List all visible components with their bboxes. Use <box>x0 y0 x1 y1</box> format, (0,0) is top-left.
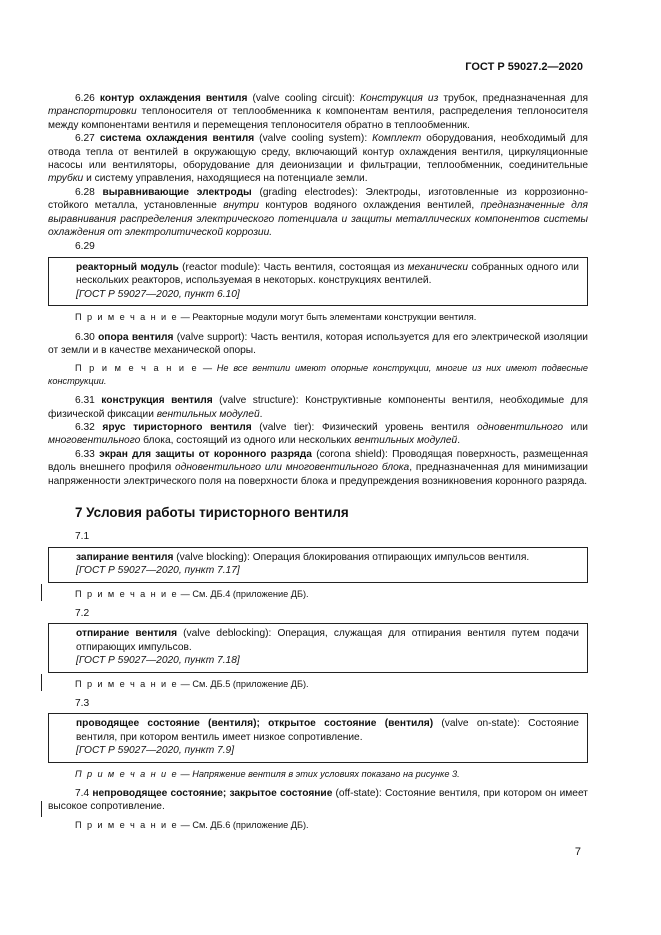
standard-header: ГОСТ Р 59027.2—2020 <box>465 61 583 73</box>
clause-number: 6.27 <box>75 133 95 145</box>
definition-text: Состояние вентиля, при котором вентиль имеет низкое сопротивление. <box>76 718 579 743</box>
source-reference: [ГОСТ Р 59027—2020, пункт 7.9] <box>76 745 235 757</box>
definition-text: Проводящая поверхность, размещенная вдоль внешнего профиля <box>48 448 588 474</box>
clause-7-4 <box>48 787 588 814</box>
note-text: — См. ДБ.6 (приложение ДБ). <box>178 819 309 830</box>
definition-text: или <box>570 421 588 433</box>
page-number: 7 <box>574 846 581 858</box>
change-bar <box>41 584 42 601</box>
term-english: (valve cooling circuit): <box>252 93 355 104</box>
clause-6-32 <box>48 421 588 448</box>
italic-text: предназначенные для выравнивания распределения электрического потенциала и защиты металлических компонентов системы охлаждения от электролитической коррозии. <box>48 200 588 239</box>
italic-text: одновентильного или многовентильного блока <box>175 462 410 474</box>
definition-text: . <box>457 435 461 447</box>
note-label: П р и м е ч а н и е <box>75 588 179 599</box>
clause-7-3 <box>76 717 579 744</box>
note-wrapper <box>48 678 588 690</box>
term: отпирание вентиля <box>76 628 178 640</box>
note-text: — См. ДБ.5 (приложение ДБ). <box>178 678 309 689</box>
term: реакторный модуль <box>76 261 179 273</box>
clause-number: 6.31 <box>75 395 95 407</box>
note <box>48 588 588 600</box>
note <box>48 311 588 323</box>
note-text: — Не все вентили имеют опорные конструкции, многие из них имеют подвесные конструкции. <box>48 363 588 386</box>
note <box>48 678 588 690</box>
italic-text: вентильных модулей <box>354 435 458 447</box>
change-bar <box>41 801 42 817</box>
definition-text: теплоносителя от теплообменника к компонентам вентиля, распределения теплоносителя между компонентами вентиля и перемещения теплоносителя обратно в теплообменник. <box>48 106 588 131</box>
term: контур охлаждения вентиля <box>99 93 248 104</box>
clause-7-1-number: 7.1 <box>75 531 90 543</box>
note-text: — Реакторные модули могут быть элементами конструкции вентиля. <box>178 312 477 323</box>
clause-7-2-number: 7.2 <box>75 608 90 619</box>
term-english: (corona shield): <box>316 448 388 460</box>
quoted-definition-box <box>48 257 588 306</box>
clause-6-29 <box>76 261 579 288</box>
term-english: (valve support): <box>176 331 248 343</box>
clause-number: 6.26 <box>75 93 95 104</box>
definition-text: , предназначенная для минимизации напряженности электрического поля на поверхности блока и предупреждения возникновения коронного разряда. <box>48 462 588 487</box>
quoted-definition-box <box>48 713 588 762</box>
clause-number: 6.28 <box>75 186 95 198</box>
clause-7-3-number: 7.3 <box>75 698 90 710</box>
term-english: (valve tier): <box>259 421 315 433</box>
term: непроводящее состояние; закрытое состояние <box>92 788 333 800</box>
clause-7-1 <box>76 551 579 564</box>
term: выравнивающие электроды <box>102 186 252 198</box>
quoted-definition-box <box>48 623 588 672</box>
definition-text: Операция, служащая для отпирания вентиля путем подачи отпирающих импульсов. <box>76 628 579 653</box>
page-content <box>48 92 588 838</box>
clause-7-4-wrapper <box>48 787 588 814</box>
clause-6-27 <box>48 132 588 186</box>
italic-text: Конструкция из <box>359 93 439 104</box>
italic-text: многовентильного <box>48 435 141 447</box>
note-label: П р и м е ч а н и е <box>75 819 179 830</box>
term: экран для защиты от коронного разряда <box>99 448 312 460</box>
clause-number: 7.4 <box>75 788 90 800</box>
italic-text: одновентильного <box>477 421 564 433</box>
term-english: (grading electrodes): <box>259 186 358 198</box>
italic-text: трубки <box>48 173 84 185</box>
clause-6-26 <box>48 92 588 132</box>
italic-text: Комплект <box>372 133 422 145</box>
definition-text: Физический уровень вентиля <box>321 421 470 433</box>
term: система охлаждения вентиля <box>99 133 255 145</box>
quoted-definition-box <box>48 547 588 583</box>
term: запирание вентиля <box>76 551 174 563</box>
definition-text: и систему управления, находящиеся на потенциале земли. <box>86 173 368 185</box>
term-english: (valve structure): <box>219 395 299 407</box>
note-text: — См. ДБ.4 (приложение ДБ). <box>178 588 309 599</box>
definition-text: Часть вентиля, которая используется для его электрической изоляции от земли и в качестве механической опоры. <box>48 331 588 356</box>
term-english: (reactor module): <box>182 261 261 273</box>
clause-number: 6.30 <box>75 331 95 343</box>
term: конструкция вентиля <box>101 395 213 407</box>
clause-6-28 <box>48 186 588 240</box>
italic-text: вентильных модулей <box>156 408 260 420</box>
clause-6-31 <box>48 394 588 421</box>
definition-text: Электроды, изготовленные из коррозионно-стойкого металла, установленные <box>48 186 589 212</box>
clause-6-30 <box>48 331 588 358</box>
note <box>48 768 588 780</box>
source-reference: [ГОСТ Р 59027—2020, пункт 6.10] <box>76 288 240 300</box>
clause-number: 6.32 <box>75 421 95 433</box>
definition-text: оборудования, необходимый для отвода тепла от вентилей в окружающую среду, включающий контур охлаждения вентиля, циркуляционные насосы или вентиляторы, оборудование для деионизации и фильтрации, теплообменник, соединительные <box>48 133 588 172</box>
note-label: П р и м е ч а н и е <box>75 768 178 779</box>
term-english: (off-state): <box>335 788 382 800</box>
definition-text: Операция блокирования отпирающих импульсов вентиля. <box>252 551 530 563</box>
note-wrapper <box>48 588 588 600</box>
term-english: (valve on-state): <box>441 718 520 730</box>
note-label: П р и м е ч а н и е <box>75 363 199 374</box>
clause-7-2 <box>76 627 579 654</box>
note-text: — Напряжение вентиля в этих условиях показано на рисунке 3. <box>178 768 460 779</box>
section-heading: 7 Условия работы тиристорного вентиля <box>75 504 349 520</box>
definition-text: Конструктивные компоненты вентиля, необходимые для физической фиксации <box>48 395 588 420</box>
italic-text: транспортировки <box>48 106 137 118</box>
note-label: П р и м е ч а н и е <box>75 678 179 689</box>
change-bar <box>41 674 42 691</box>
note <box>48 819 588 831</box>
definition-text: Состояние вентиля, при котором он имеет высокое сопротивление. <box>48 788 588 813</box>
source-reference: [ГОСТ Р 59027—2020, пункт 7.18] <box>76 655 240 667</box>
definition-text: . <box>259 408 263 420</box>
italic-text: механически <box>407 261 469 273</box>
definition-text: трубок, предназначенная для <box>443 93 588 104</box>
term-english: (valve deblocking): <box>183 628 272 640</box>
note <box>48 362 588 387</box>
term: проводящее состояние (вентиля); открытое состояние (вентиля) <box>76 718 434 730</box>
term-english: (valve blocking): <box>176 551 250 563</box>
definition-text: Часть вентиля, состоящая из <box>263 261 405 273</box>
definition-text: собранных одного или нескольких реакторов, используемая в некоторых. конструкциях вентилей. <box>76 261 579 287</box>
clause-6-29-number: 6.29 <box>75 241 95 253</box>
note-label: П р и м е ч а н и е <box>75 312 179 323</box>
definition-text: блока, состоящий из одного или нескольких <box>143 435 352 447</box>
term: опора вентиля <box>98 331 174 343</box>
italic-text: внутри <box>223 200 259 212</box>
definition-text: контуров водяного охлаждения вентилей, <box>265 200 475 212</box>
term: ярус тиристорного вентиля <box>102 421 252 433</box>
clause-6-33 <box>48 448 588 488</box>
clause-number: 6.33 <box>75 448 95 460</box>
source-reference: [ГОСТ Р 59027—2020, пункт 7.17] <box>76 565 240 577</box>
term-english: (valve cooling system): <box>259 133 368 145</box>
